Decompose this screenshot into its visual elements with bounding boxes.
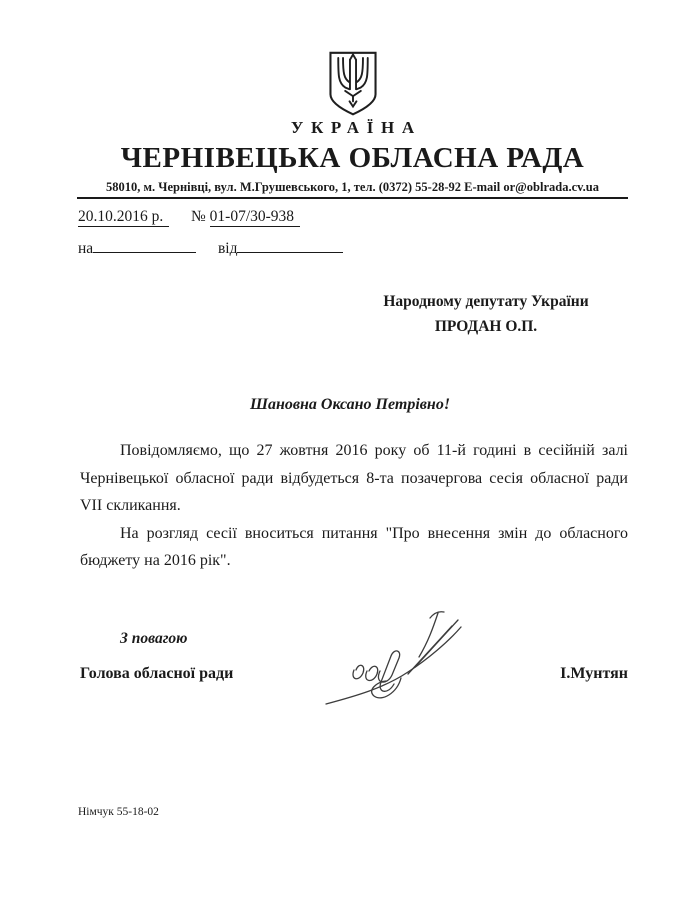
vid-blank-field	[237, 237, 343, 253]
na-blank-field	[93, 237, 196, 253]
header-divider	[77, 197, 628, 199]
country-name: УКРАЇНА	[290, 118, 422, 137]
recipient-title: Народному депутату України	[383, 293, 589, 310]
recipient-name: ПРОДАН О.П.	[434, 318, 538, 335]
na-label: на	[78, 240, 94, 257]
organization-name: ЧЕРНІВЕЦЬКА ОБЛАСНА РАДА	[120, 142, 585, 174]
letter-body	[80, 437, 628, 575]
letter-date: 20.10.2016 р.	[78, 208, 169, 227]
vid-label: від	[217, 240, 238, 257]
body-paragraph-1: Повідомляємо, що 27 жовтня 2016 року об 11-й годині в сесійній залі Чернівецької обласної ради відбудеться 8-та позачергова сесія обласної ради VII скликання.	[80, 442, 628, 514]
number-sign: №	[191, 208, 206, 225]
body-paragraph-2: На розгляд сесії вноситься питання "Про внесення змін до обласного бюджету на 2016 рік".	[80, 524, 628, 569]
executor-note: Німчук 55-18-02	[78, 806, 159, 818]
signer-title: Голова обласної ради	[80, 665, 234, 682]
reply-reference-line	[78, 237, 343, 258]
letter-number: 01-07/30-938	[210, 208, 300, 227]
reference-line	[78, 208, 300, 227]
organization-address: 58010, м. Чернівці, вул. М.Грушевського, 1, тел. (0372) 55-28-92 E-mail or@oblrada.cv.ua	[106, 180, 599, 194]
signer-name: І.Мунтян	[560, 665, 628, 682]
tryzub-coat-of-arms-icon	[327, 50, 379, 118]
recipient-block	[340, 289, 632, 339]
handwritten-signature	[318, 608, 468, 716]
closing-phrase: З повагою	[120, 630, 188, 647]
salutation: Шановна Оксано Петрівно!	[250, 396, 451, 413]
